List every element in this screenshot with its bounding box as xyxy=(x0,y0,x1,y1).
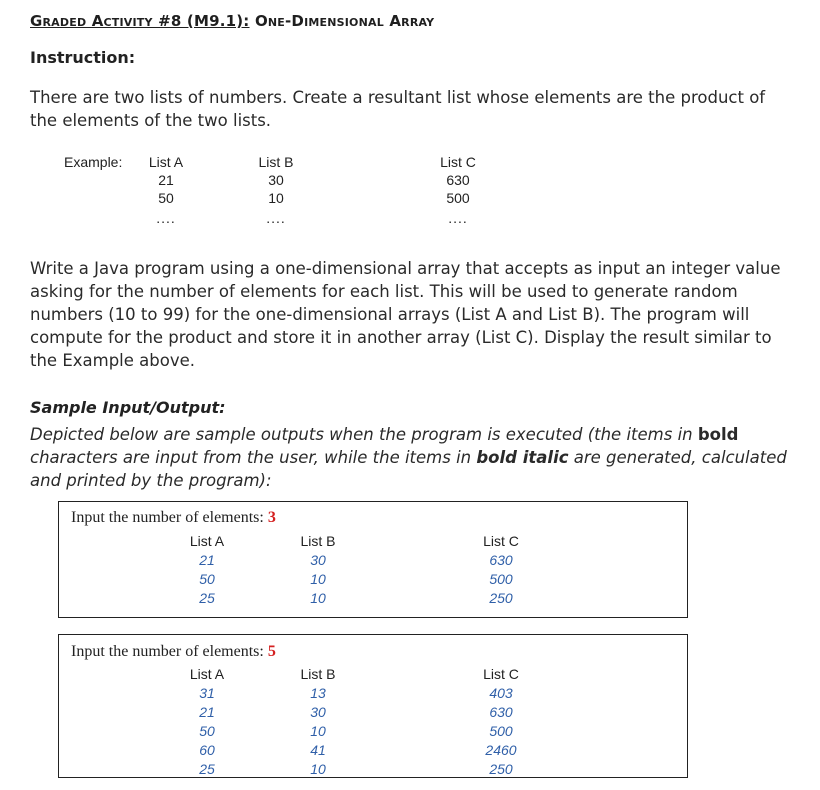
list-c-value: 500 xyxy=(489,571,513,587)
example-list-c-header: List C xyxy=(440,154,476,170)
sample-desc-part: are generated, calculated and printed by the program): xyxy=(30,448,787,490)
sample-output-box-2 xyxy=(58,634,688,778)
list-c-value: 630 xyxy=(489,704,513,720)
list-b-header: List B xyxy=(300,666,336,682)
example-label: Example: xyxy=(64,154,123,170)
example-list-c-value: 630 xyxy=(446,172,470,188)
title-prefix: Graded Activity #8 (M9.1): xyxy=(30,12,250,30)
list-a-value: 60 xyxy=(199,742,215,758)
sample-output-box-1 xyxy=(58,501,688,618)
list-a-value: 25 xyxy=(199,761,215,777)
input-value: 5 xyxy=(267,643,276,660)
input-prompt-text: Input the number of elements: xyxy=(71,643,268,660)
list-b-value: 10 xyxy=(310,590,326,606)
list-b-value: 30 xyxy=(310,704,326,720)
input-prompt-text: Input the number of elements: xyxy=(71,509,268,526)
sample-desc-part: Depicted below are sample outputs when the program is executed (the items in xyxy=(30,425,698,444)
instruction-label: Instruction: xyxy=(30,48,136,67)
sample-heading: Sample Input/Output: xyxy=(30,398,226,417)
example-list-b-value: 30 xyxy=(268,172,284,188)
list-c-value: 250 xyxy=(489,761,513,777)
sample-desc-bold-italic: bold italic xyxy=(476,448,569,467)
list-c-header: List C xyxy=(483,533,519,549)
output-list-c xyxy=(471,665,531,779)
list-c-value: 403 xyxy=(489,685,513,701)
example-list-c-ellipsis: .... xyxy=(448,210,468,226)
example-list-c-value: 500 xyxy=(446,190,470,206)
sample-desc-part: characters are input from the user, while the items in xyxy=(30,448,477,467)
list-b-value: 41 xyxy=(310,742,326,758)
sample-desc-bold: bold xyxy=(697,425,739,444)
example-list-b-ellipsis: .... xyxy=(266,210,286,226)
list-b-value: 10 xyxy=(310,723,326,739)
example-list-a-header: List A xyxy=(148,154,184,170)
example-list-b-header: List B xyxy=(258,154,294,170)
input-value: 3 xyxy=(267,509,276,526)
example-list-b xyxy=(246,153,306,229)
output-list-a xyxy=(177,532,237,608)
title-rest: One-Dimensional Array xyxy=(249,12,435,30)
list-a-header: List A xyxy=(189,533,225,549)
example-list-a-value: 21 xyxy=(158,172,174,188)
input-prompt xyxy=(71,643,276,661)
task-text: Write a Java program using a one-dimensional array that accepts as input an integer value asking for the number of elements for each list. This will be used to generate random numbers (10 to 99) for the one-dimensional arrays (List A and List B). The program will compute for the product and store it in another array (List C). Display the result similar to the Example above. xyxy=(30,259,781,370)
list-a-value: 50 xyxy=(199,571,215,587)
list-b-value: 10 xyxy=(310,571,326,587)
list-c-value: 250 xyxy=(489,590,513,606)
input-prompt xyxy=(71,509,276,527)
list-a-value: 21 xyxy=(199,704,215,720)
list-a-value: 21 xyxy=(199,552,215,568)
list-a-value: 31 xyxy=(199,685,215,701)
list-c-value: 630 xyxy=(489,552,513,568)
output-list-b xyxy=(288,532,348,608)
list-b-value: 10 xyxy=(310,761,326,777)
list-b-value: 13 xyxy=(310,685,326,701)
list-c-value: 2460 xyxy=(485,742,517,758)
list-b-value: 30 xyxy=(310,552,326,568)
output-list-c xyxy=(471,532,531,608)
example-list-a xyxy=(136,153,196,229)
page-title xyxy=(30,12,434,30)
example-list-c xyxy=(428,153,488,229)
list-b-header: List B xyxy=(300,533,336,549)
example-list-a-value: 50 xyxy=(158,190,174,206)
output-list-a xyxy=(177,665,237,779)
sample-description xyxy=(30,423,795,492)
instruction-text: There are two lists of numbers. Create a resultant list whose elements are the product of the elements of the two lists. xyxy=(30,88,766,130)
example-list-b-value: 10 xyxy=(268,190,284,206)
list-a-header: List A xyxy=(189,666,225,682)
list-a-value: 50 xyxy=(199,723,215,739)
list-c-value: 500 xyxy=(489,723,513,739)
list-a-value: 25 xyxy=(199,590,215,606)
example-list-a-ellipsis: .... xyxy=(156,210,176,226)
list-c-header: List C xyxy=(483,666,519,682)
output-list-b xyxy=(288,665,348,779)
